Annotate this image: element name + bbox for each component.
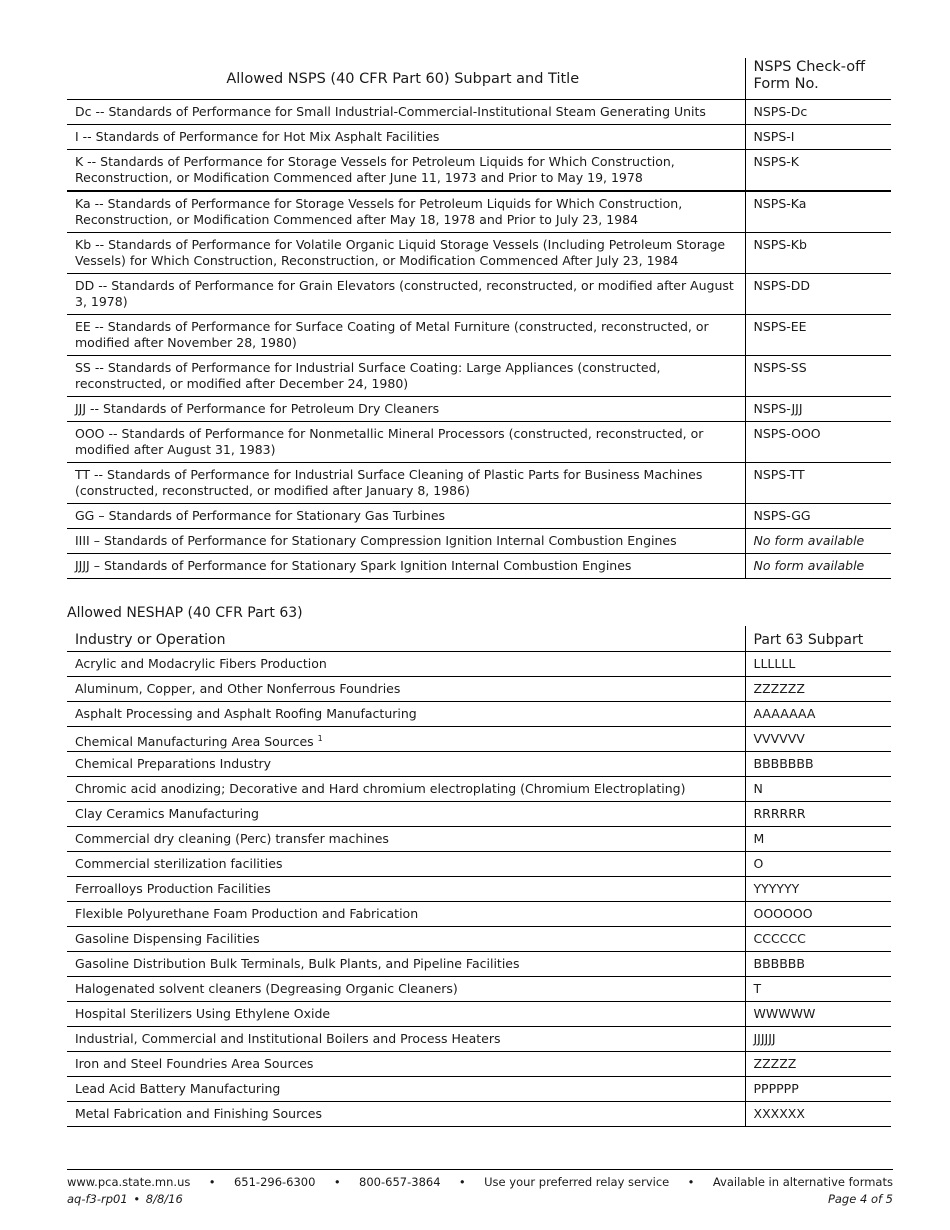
nsps-form-number: NSPS-Dc bbox=[745, 100, 891, 125]
nsps-subpart-title: K -- Standards of Performance for Storage Vessels for Petroleum Liquids for Which Construction, Reconstruction, or Modification Commenced after June 11, 1973 and Prior to May 19, 1978 bbox=[67, 150, 745, 192]
nsps-form-number: NSPS-K bbox=[745, 150, 891, 192]
nsps-form-number: NSPS-TT bbox=[745, 463, 891, 504]
nsps-table bbox=[67, 58, 891, 579]
neshap-industry bbox=[67, 876, 745, 901]
neshap-table bbox=[67, 626, 891, 1127]
neshap-industry-label: Halogenated solvent cleaners (Degreasing Organic Cleaners) bbox=[75, 980, 458, 996]
neshap-industry bbox=[67, 901, 745, 926]
neshap-industry bbox=[67, 851, 745, 876]
nsps-subpart-title: Ka -- Standards of Performance for Storage Vessels for Petroleum Liquids for Which Construction, Reconstruction, or Modification Commenced after May 18, 1978 and Prior to July 23, 1984 bbox=[67, 191, 745, 233]
footnote-marker: 1 bbox=[317, 733, 323, 743]
footer-phone2: 800-657-3864 bbox=[359, 1175, 441, 1189]
neshap-header-row bbox=[67, 626, 891, 651]
neshap-industry-label: Chemical Manufacturing Area Sources bbox=[75, 733, 314, 749]
neshap-industry-label: Commercial dry cleaning (Perc) transfer machines bbox=[75, 830, 389, 846]
neshap-row bbox=[67, 1076, 891, 1101]
neshap-row bbox=[67, 676, 891, 701]
neshap-subpart: JJJJJJ bbox=[745, 1026, 891, 1051]
neshap-subpart: ZZZZZ bbox=[745, 1051, 891, 1076]
nsps-subpart-title: OOO -- Standards of Performance for Nonmetallic Mineral Processors (constructed, reconstructed, or modified after August 31, 1983) bbox=[67, 422, 745, 463]
neshap-row bbox=[67, 801, 891, 826]
neshap-row bbox=[67, 1101, 891, 1126]
neshap-row bbox=[67, 926, 891, 951]
neshap-industry bbox=[67, 1076, 745, 1101]
neshap-header-subpart: Part 63 Subpart bbox=[745, 626, 891, 651]
neshap-subpart: WWWWW bbox=[745, 1001, 891, 1026]
nsps-subpart-title: Kb -- Standards of Performance for Volatile Organic Liquid Storage Vessels (Including Petroleum Storage Vessels) for Which Construction, Reconstruction, or Modification Commenced After July 23, 1984 bbox=[67, 233, 745, 274]
nsps-row bbox=[67, 504, 891, 529]
neshap-subpart: ZZZZZZ bbox=[745, 676, 891, 701]
neshap-industry-label: Commercial sterilization facilities bbox=[75, 855, 283, 871]
neshap-subpart: RRRRRR bbox=[745, 801, 891, 826]
neshap-subpart: AAAAAAA bbox=[745, 701, 891, 726]
nsps-header-row bbox=[67, 58, 891, 100]
neshap-subpart: N bbox=[745, 776, 891, 801]
neshap-row bbox=[67, 776, 891, 801]
neshap-row bbox=[67, 851, 891, 876]
neshap-industry-label: Metal Fabrication and Finishing Sources bbox=[75, 1105, 323, 1121]
nsps-row bbox=[67, 150, 891, 192]
neshap-subpart: M bbox=[745, 826, 891, 851]
neshap-subpart: YYYYYY bbox=[745, 876, 891, 901]
nsps-form-number: No form available bbox=[745, 554, 891, 579]
neshap-industry bbox=[67, 1001, 745, 1026]
footer-bullet: • bbox=[687, 1175, 695, 1189]
nsps-form-number: NSPS-EE bbox=[745, 315, 891, 356]
neshap-section-title: Allowed NESHAP (40 CFR Part 63) bbox=[67, 605, 303, 621]
neshap-subpart: VVVVVV bbox=[745, 726, 891, 751]
footer-bullet: • bbox=[333, 1175, 341, 1189]
nsps-header-title: Allowed NSPS (40 CFR Part 60) Subpart and Title bbox=[67, 58, 745, 100]
neshap-header-industry: Industry or Operation bbox=[67, 626, 745, 651]
footer-form-id: aq-f3-rp01 bbox=[67, 1192, 128, 1206]
neshap-row bbox=[67, 951, 891, 976]
footer-bullet: • bbox=[133, 1192, 141, 1206]
neshap-subpart: XXXXXX bbox=[745, 1101, 891, 1126]
neshap-industry bbox=[67, 826, 745, 851]
neshap-industry bbox=[67, 701, 745, 726]
nsps-subpart-title: JJJ -- Standards of Performance for Petroleum Dry Cleaners bbox=[67, 397, 745, 422]
neshap-industry bbox=[67, 951, 745, 976]
nsps-form-number: NSPS-Ka bbox=[745, 191, 891, 233]
neshap-subpart: LLLLLL bbox=[745, 651, 891, 676]
nsps-row bbox=[67, 422, 891, 463]
neshap-industry bbox=[67, 651, 745, 676]
neshap-row bbox=[67, 976, 891, 1001]
nsps-row bbox=[67, 554, 891, 579]
nsps-row bbox=[67, 315, 891, 356]
nsps-subpart-title: IIII – Standards of Performance for Stationary Compression Ignition Internal Combustion Engines bbox=[67, 529, 745, 554]
footer-date: 8/8/16 bbox=[145, 1192, 183, 1206]
neshap-industry-label: Acrylic and Modacrylic Fibers Production bbox=[75, 655, 327, 671]
neshap-industry-label: Gasoline Distribution Bulk Terminals, Bulk Plants, and Pipeline Facilities bbox=[75, 955, 520, 971]
nsps-row bbox=[67, 356, 891, 397]
nsps-form-number: NSPS-GG bbox=[745, 504, 891, 529]
neshap-subpart: O bbox=[745, 851, 891, 876]
nsps-row bbox=[67, 274, 891, 315]
neshap-row bbox=[67, 1051, 891, 1076]
nsps-row bbox=[67, 397, 891, 422]
neshap-industry-label: Chemical Preparations Industry bbox=[75, 755, 272, 771]
neshap-row bbox=[67, 651, 891, 676]
neshap-industry bbox=[67, 1051, 745, 1076]
nsps-row bbox=[67, 463, 891, 504]
footer-website: www.pca.state.mn.us bbox=[67, 1175, 191, 1189]
footer-bullet: • bbox=[458, 1175, 466, 1189]
nsps-form-number: NSPS-SS bbox=[745, 356, 891, 397]
neshap-industry bbox=[67, 926, 745, 951]
neshap-industry bbox=[67, 1101, 745, 1126]
neshap-industry bbox=[67, 801, 745, 826]
nsps-subpart-title: EE -- Standards of Performance for Surface Coating of Metal Furniture (constructed, reconstructed, or modified after November 28, 1980) bbox=[67, 315, 745, 356]
neshap-row bbox=[67, 1001, 891, 1026]
nsps-subpart-title: Dc -- Standards of Performance for Small Industrial-Commercial-Institutional Steam Generating Units bbox=[67, 100, 745, 125]
nsps-subpart-title: SS -- Standards of Performance for Industrial Surface Coating: Large Appliances (constructed, reconstructed, or modified after December 24, 1980) bbox=[67, 356, 745, 397]
neshap-row bbox=[67, 751, 891, 776]
footer-alt-formats: Available in alternative formats bbox=[712, 1175, 893, 1189]
nsps-row bbox=[67, 125, 891, 150]
neshap-row bbox=[67, 826, 891, 851]
neshap-industry-label: Ferroalloys Production Facilities bbox=[75, 880, 271, 896]
nsps-subpart-title: TT -- Standards of Performance for Industrial Surface Cleaning of Plastic Parts for Business Machines (constructed, reconstructed, or modified after January 8, 1986) bbox=[67, 463, 745, 504]
nsps-row bbox=[67, 529, 891, 554]
nsps-row bbox=[67, 233, 891, 274]
neshap-industry-label: Asphalt Processing and Asphalt Roofing Manufacturing bbox=[75, 705, 417, 721]
document-page bbox=[67, 58, 891, 1127]
nsps-form-number: NSPS-OOO bbox=[745, 422, 891, 463]
neshap-subpart: BBBBBBB bbox=[745, 751, 891, 776]
neshap-industry bbox=[67, 1026, 745, 1051]
footer-phone1: 651-296-6300 bbox=[233, 1175, 316, 1189]
neshap-subpart: PPPPPP bbox=[745, 1076, 891, 1101]
neshap-subpart: T bbox=[745, 976, 891, 1001]
neshap-industry bbox=[67, 776, 745, 801]
neshap-industry bbox=[67, 726, 745, 751]
neshap-industry-label: Iron and Steel Foundries Area Sources bbox=[75, 1055, 314, 1071]
nsps-form-number: NSPS-Kb bbox=[745, 233, 891, 274]
footer-bullet: • bbox=[208, 1175, 216, 1189]
neshap-row bbox=[67, 701, 891, 726]
footer-relay: Use your preferred relay service bbox=[484, 1175, 670, 1189]
footer-page-number: Page 4 of 5 bbox=[827, 1192, 893, 1206]
neshap-subpart: BBBBBB bbox=[745, 951, 891, 976]
neshap-row bbox=[67, 1026, 891, 1051]
neshap-industry-label: Flexible Polyurethane Foam Production and Fabrication bbox=[75, 905, 419, 921]
neshap-industry-label: Clay Ceramics Manufacturing bbox=[75, 805, 259, 821]
neshap-industry bbox=[67, 751, 745, 776]
nsps-row bbox=[67, 100, 891, 125]
footer-form-info bbox=[67, 1192, 183, 1207]
nsps-row bbox=[67, 191, 891, 233]
neshap-industry bbox=[67, 976, 745, 1001]
neshap-industry-label: Industrial, Commercial and Institutional Boilers and Process Heaters bbox=[75, 1030, 501, 1046]
nsps-subpart-title: JJJJ – Standards of Performance for Stationary Spark Ignition Internal Combustion Engines bbox=[67, 554, 745, 579]
neshap-industry-label: Gasoline Dispensing Facilities bbox=[75, 930, 260, 946]
neshap-subpart: OOOOOO bbox=[745, 901, 891, 926]
neshap-industry-label: Aluminum, Copper, and Other Nonferrous Foundries bbox=[75, 680, 401, 696]
neshap-industry bbox=[67, 676, 745, 701]
neshap-subpart: CCCCCC bbox=[745, 926, 891, 951]
neshap-row bbox=[67, 901, 891, 926]
page-footer bbox=[67, 1169, 893, 1207]
neshap-industry-label: Lead Acid Battery Manufacturing bbox=[75, 1080, 281, 1096]
nsps-form-number: NSPS-DD bbox=[745, 274, 891, 315]
neshap-row bbox=[67, 726, 891, 751]
neshap-industry-label: Hospital Sterilizers Using Ethylene Oxide bbox=[75, 1005, 331, 1021]
nsps-subpart-title: DD -- Standards of Performance for Grain Elevators (constructed, reconstructed, or modified after August 3, 1978) bbox=[67, 274, 745, 315]
nsps-subpart-title: GG – Standards of Performance for Stationary Gas Turbines bbox=[67, 504, 745, 529]
neshap-row bbox=[67, 876, 891, 901]
nsps-subpart-title: I -- Standards of Performance for Hot Mix Asphalt Facilities bbox=[67, 125, 745, 150]
nsps-form-number: NSPS-I bbox=[745, 125, 891, 150]
neshap-industry-label: Chromic acid anodizing; Decorative and Hard chromium electroplating (Chromium Electroplating) bbox=[75, 780, 686, 796]
nsps-header-form: NSPS Check-off Form No. bbox=[745, 58, 891, 100]
nsps-form-number: No form available bbox=[745, 529, 891, 554]
nsps-form-number: NSPS-JJJ bbox=[745, 397, 891, 422]
